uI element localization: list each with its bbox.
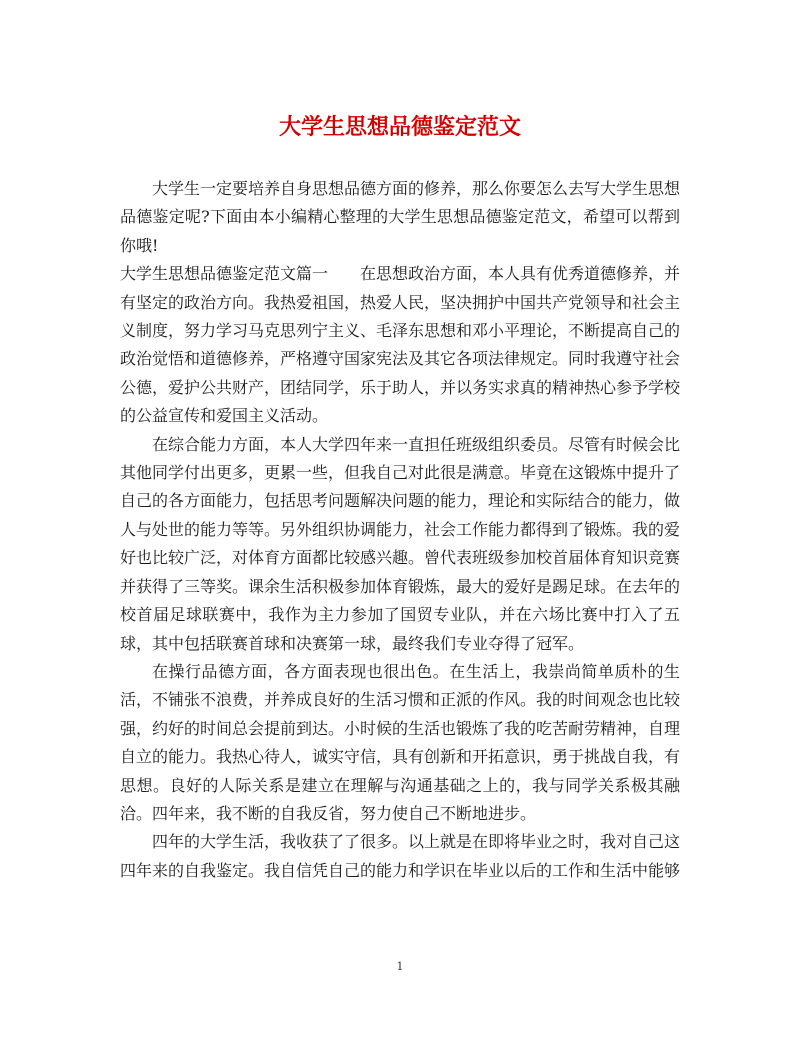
paragraph-summary: 四年的大学生活，我收获了了很多。以上就是在即将毕业之时，我对自己这四年来的自我鉴定。我自信凭自己的能力和学识在毕业以后的工作和生活中能够 [120,832,681,880]
paragraph-conduct: 在操行品德方面，各方面表现也很出色。在生活上，我崇尚简单质朴的生活，不铺张不浪费，并养成良好的生活习惯和正派的作风。我的时间观念也比较强，约好的时间总会提前到达。小时候的生活也锻炼了我的吃苦耐劳精神，自理自立的能力。我热心待人，诚实守信，具有创新和开拓意识，勇于挑战自我，有思想。良好的人际关系是建立在理解与沟通基础之上的，我与同学关系极其融洽。四年来，我不断的自我反省，努力使自己不断地进步。 [120,661,681,823]
paragraph-ability: 在综合能力方面，本人大学四年来一直担任班级组织委员。尽管有时候会比其他同学付出更多，更累一些，但我自己对此很是满意。毕竟在这锻炼中提升了自己的各方面能力，包括思考问题解决问题的能力，理论和实际结合的能力，做人与处世的能力等等。另外组织协调能力，社会工作能力都得到了锻炼。我的爱好也比较广泛，对体育方面都比较感兴趣。曾代表班级参加校首届体育知识竞赛并获得了三等奖。课余生活积极参加体育锻炼，最大的爱好是踢足球。在去年的校首届足球联赛中，我作为主力参加了国贸专业队，并在六场比赛中打入了五球，其中包括联赛首球和决赛第一球，最终我们专业夺得了冠军。 [120,434,681,653]
paragraph-political: 大学生思想品德鉴定范文篇一 在思想政治方面，本人具有优秀道德修养，并有坚定的政治方向。我热爱祖国，热爱人民，坚决拥护中国共产党领导和社会主义制度，努力学习马克思列宁主义、毛泽东思想和邓小平理论，不断提高自己的政治觉悟和道德修养，严格遵守国家宪法及其它各项法律规定。同时我遵守社会公德，爱护公共财产，团结同学，乐于助人，并以务实求真的精神热心参予学校的公益宣传和爱国主义活动。 [120,264,681,426]
document-body [120,175,680,885]
page-number: 1 [396,960,404,973]
document-title: 大学生思想品德鉴定范文 [278,114,521,140]
paragraph-intro: 大学生一定要培养自身思想品德方面的修养，那么你要怎么去写大学生思想品德鉴定呢?下面由本小编精心整理的大学生思想品德鉴定范文，希望可以帮到你哦! [120,179,681,255]
